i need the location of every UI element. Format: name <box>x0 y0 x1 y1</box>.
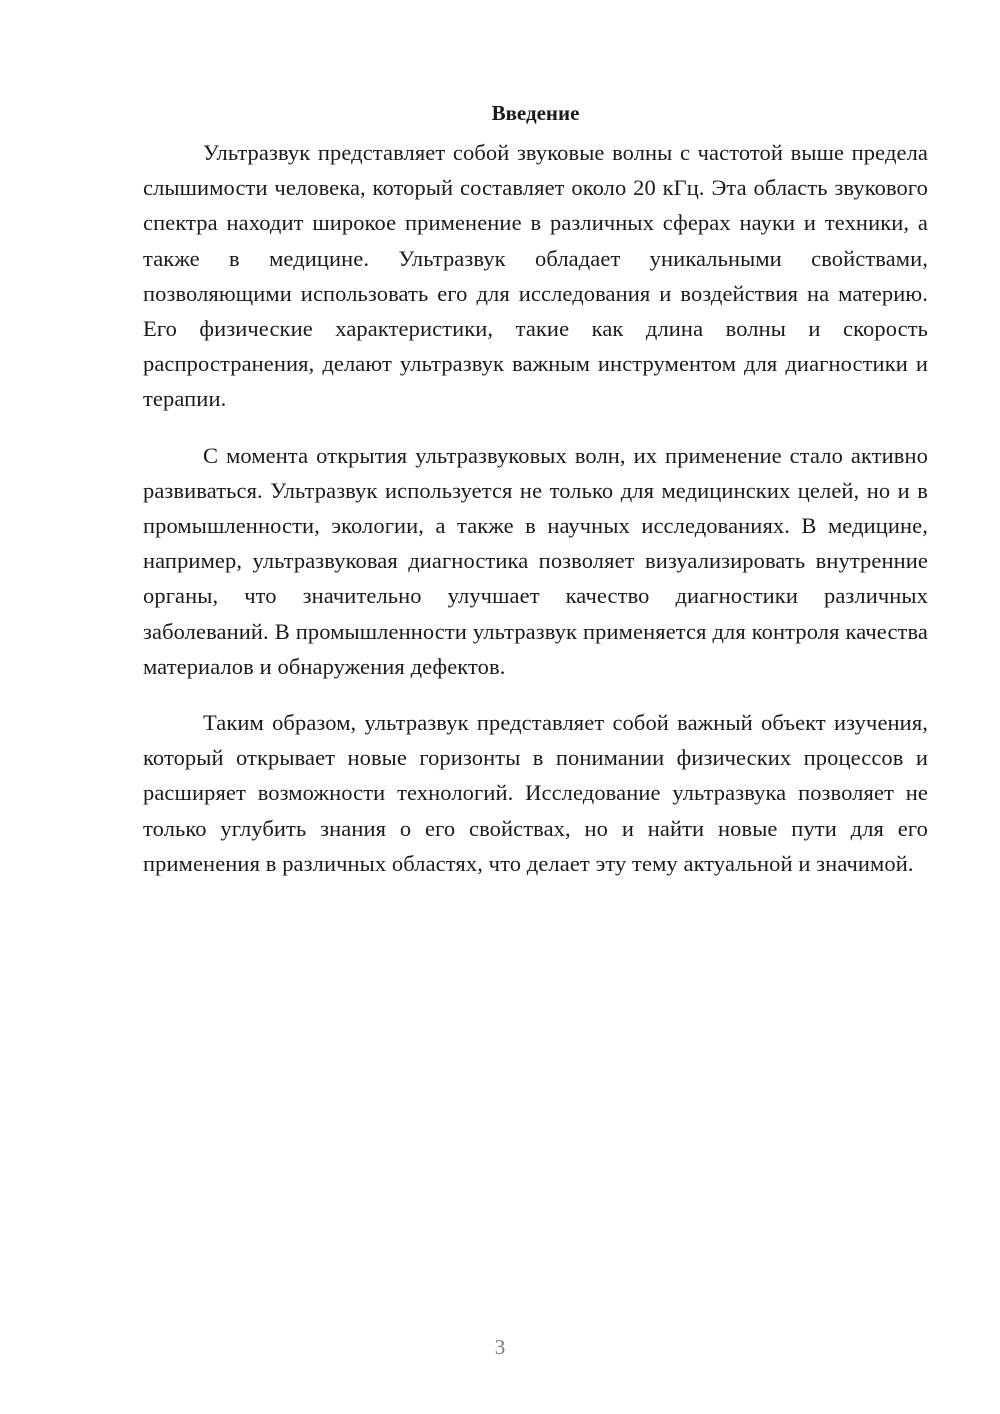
section-heading: Введение <box>491 101 580 125</box>
page-content <box>143 96 928 902</box>
paragraph-3: Таким образом, ультразвук представляет собой важный объект изучения, который открывает новые горизонты в понимании физических процессов и расширяет возможности технологий. Исследование ультразвука позволяет не только углубить знания о его свойствах, но и найти новые пути для его применения в различных областях, что делает эту тему актуальной и значимой. <box>143 710 928 876</box>
page-number: 3 <box>494 1335 506 1359</box>
paragraph-2: С момента открытия ультразвуковых волн, их применение стало активно развиваться. Ультразвук используется не только для медицинских целей, но и в промышленности, экологии, а также в научных исследованиях. В медицине, например, ультразвуковая диагностика позволяет визуализировать внутренние органы, что значительно улучшает качество диагностики различных заболеваний. В промышленности ультразвук применяется для контроля качества материалов и обнаружения дефектов. <box>143 442 928 679</box>
paragraph-1: Ультразвук представляет собой звуковые волны с частотой выше предела слышимости человека, который составляет около 20 кГц. Эта область звукового спектра находит широкое применение в различных сферах науки и техники, а также в медицине. Ультразвук обладает уникальными свойствами, позволяющими использовать его для исследования и воздействия на материю. Его физические характеристики, такие как длина волны и скорость распространения, делают ультразвук важным инструментом для диагностики и терапии. <box>143 140 928 412</box>
